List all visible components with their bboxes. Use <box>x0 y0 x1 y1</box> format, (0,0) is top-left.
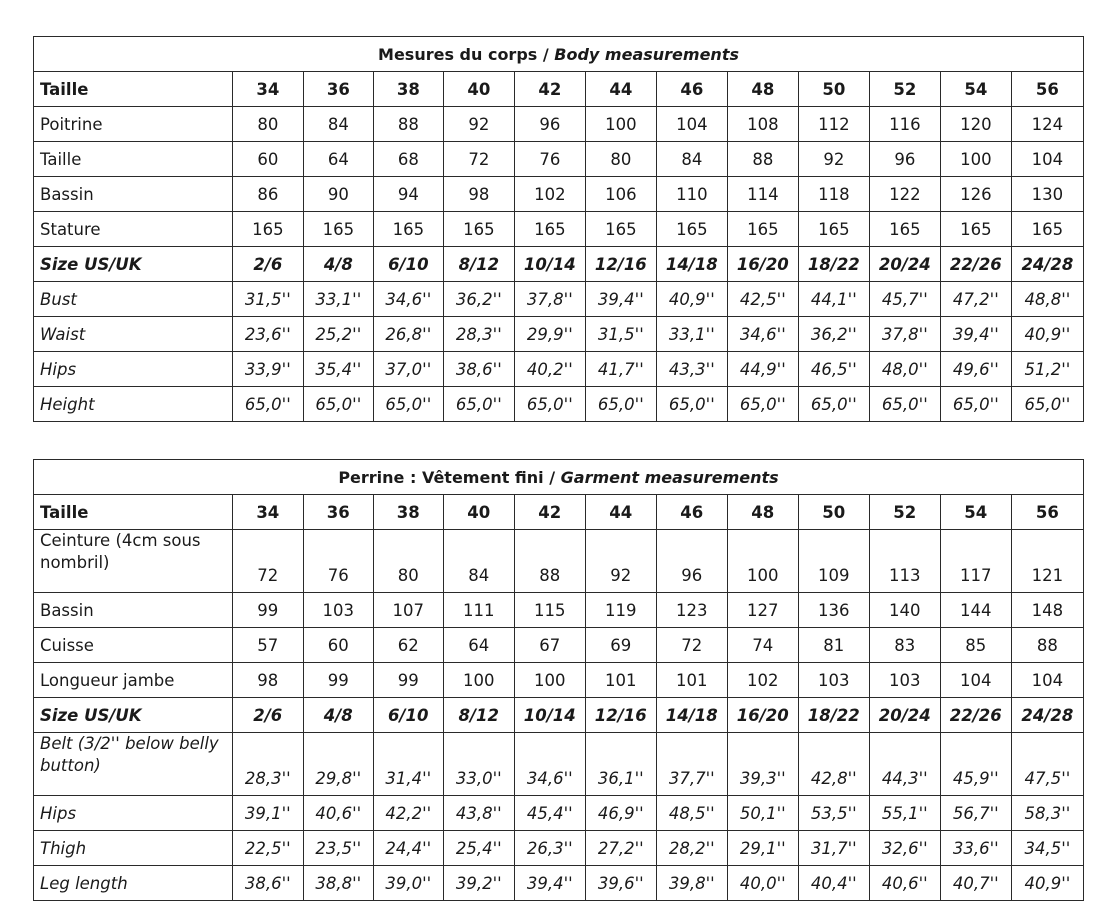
table-cell: 34,6'' <box>373 282 443 317</box>
table-cell: 60 <box>303 628 373 663</box>
row-label: Bassin <box>34 177 233 212</box>
row-label: Cuisse <box>34 628 233 663</box>
table-cell: 24,4'' <box>373 831 443 866</box>
table-cell: 45,9'' <box>940 733 1011 796</box>
table-row <box>34 177 1084 212</box>
size-header-cell: 56 <box>1011 72 1083 107</box>
table-cell: 51,2'' <box>1011 352 1083 387</box>
table-cell: 37,0'' <box>373 352 443 387</box>
table-cell: 80 <box>232 107 303 142</box>
row-label: Thigh <box>34 831 233 866</box>
table-cell: 99 <box>373 663 443 698</box>
table-row <box>34 142 1084 177</box>
table-cell: 33,6'' <box>940 831 1011 866</box>
table-cell: 118 <box>798 177 869 212</box>
table-cell: 103 <box>798 663 869 698</box>
size-header-cell: 18/22 <box>798 698 869 733</box>
table-cell: 33,1'' <box>303 282 373 317</box>
table-cell: 144 <box>940 593 1011 628</box>
table-cell: 130 <box>1011 177 1083 212</box>
size-header-cell: 46 <box>656 72 727 107</box>
size-header-cell: 10/14 <box>514 698 585 733</box>
table-cell: 43,8'' <box>443 796 514 831</box>
table-cell: 72 <box>443 142 514 177</box>
row-label: Size US/UK <box>34 247 233 282</box>
table-cell: 39,8'' <box>656 866 727 901</box>
table-cell: 165 <box>656 212 727 247</box>
table-cell: 123 <box>656 593 727 628</box>
table-cell: 64 <box>303 142 373 177</box>
table-cell: 39,4'' <box>585 282 656 317</box>
table-cell: 96 <box>656 530 727 593</box>
table-cell: 103 <box>869 663 940 698</box>
table-cell: 101 <box>585 663 656 698</box>
table-cell: 48,5'' <box>656 796 727 831</box>
table-row <box>34 663 1084 698</box>
table-cell: 34,5'' <box>1011 831 1083 866</box>
table-cell: 53,5'' <box>798 796 869 831</box>
table-cell: 127 <box>727 593 798 628</box>
table-cell: 33,0'' <box>443 733 514 796</box>
table-cell: 69 <box>585 628 656 663</box>
size-header-cell: 12/16 <box>585 698 656 733</box>
table-cell: 56,7'' <box>940 796 1011 831</box>
table-row <box>34 317 1084 352</box>
size-header-cell: 24/28 <box>1011 247 1083 282</box>
table-row <box>34 352 1084 387</box>
table-cell: 40,2'' <box>514 352 585 387</box>
body-measurements-table <box>33 36 1084 422</box>
table-cell: 88 <box>373 107 443 142</box>
title-english: Body measurements <box>554 44 739 64</box>
table-cell: 36,2'' <box>798 317 869 352</box>
table-row <box>34 831 1084 866</box>
table-cell: 67 <box>514 628 585 663</box>
title-english: Garment measurements <box>560 467 779 487</box>
table-cell: 99 <box>232 593 303 628</box>
size-header-cell: 16/20 <box>727 698 798 733</box>
table-cell: 25,2'' <box>303 317 373 352</box>
table-cell: 165 <box>940 212 1011 247</box>
table-cell: 40,7'' <box>940 866 1011 901</box>
table-cell: 120 <box>940 107 1011 142</box>
table-cell: 84 <box>303 107 373 142</box>
table-cell: 83 <box>869 628 940 663</box>
table-cell: 62 <box>373 628 443 663</box>
size-header-cell: 40 <box>443 495 514 530</box>
table-cell: 106 <box>585 177 656 212</box>
table-cell: 26,8'' <box>373 317 443 352</box>
table-cell: 119 <box>585 593 656 628</box>
table-cell: 117 <box>940 530 1011 593</box>
table-cell: 109 <box>798 530 869 593</box>
size-header-cell: 6/10 <box>373 698 443 733</box>
size-header-cell: 50 <box>798 495 869 530</box>
table-title <box>34 37 1084 72</box>
table-cell: 32,6'' <box>869 831 940 866</box>
table-cell: 88 <box>1011 628 1083 663</box>
table-cell: 23,5'' <box>303 831 373 866</box>
size-header-cell: 22/26 <box>940 698 1011 733</box>
size-header-cell: 18/22 <box>798 247 869 282</box>
table-cell: 92 <box>585 530 656 593</box>
table-cell: 92 <box>798 142 869 177</box>
table-cell: 65,0'' <box>232 387 303 422</box>
size-header-cell: 36 <box>303 72 373 107</box>
row-label: Hips <box>34 796 233 831</box>
table-cell: 98 <box>443 177 514 212</box>
size-header-cell: 34 <box>232 72 303 107</box>
table-cell: 76 <box>303 530 373 593</box>
row-label: Waist <box>34 317 233 352</box>
table-title-row <box>34 37 1084 72</box>
table-cell: 74 <box>727 628 798 663</box>
table-cell: 39,3'' <box>727 733 798 796</box>
table-cell: 39,4'' <box>940 317 1011 352</box>
table-cell: 29,8'' <box>303 733 373 796</box>
table-cell: 35,4'' <box>303 352 373 387</box>
table-cell: 38,6'' <box>443 352 514 387</box>
table-cell: 88 <box>514 530 585 593</box>
table-cell: 40,6'' <box>303 796 373 831</box>
table-cell: 113 <box>869 530 940 593</box>
table-cell: 26,3'' <box>514 831 585 866</box>
table-cell: 31,4'' <box>373 733 443 796</box>
table-cell: 65,0'' <box>585 387 656 422</box>
table-cell: 36,2'' <box>443 282 514 317</box>
table-cell: 40,4'' <box>798 866 869 901</box>
size-header-cell: 42 <box>514 72 585 107</box>
table-cell: 100 <box>514 663 585 698</box>
table-cell: 65,0'' <box>727 387 798 422</box>
table-cell: 28,2'' <box>656 831 727 866</box>
row-label: Taille <box>34 72 233 107</box>
table-cell: 104 <box>656 107 727 142</box>
table-cell: 100 <box>727 530 798 593</box>
size-header-cell: 8/12 <box>443 247 514 282</box>
table-cell: 39,6'' <box>585 866 656 901</box>
table-cell: 165 <box>443 212 514 247</box>
table-cell: 103 <box>303 593 373 628</box>
table-cell: 116 <box>869 107 940 142</box>
table-row <box>34 733 1084 796</box>
us-size-header-row <box>34 247 1084 282</box>
size-header-row <box>34 72 1084 107</box>
table-cell: 65,0'' <box>656 387 727 422</box>
table-cell: 80 <box>373 530 443 593</box>
table-cell: 112 <box>798 107 869 142</box>
table-cell: 85 <box>940 628 1011 663</box>
table-cell: 148 <box>1011 593 1083 628</box>
table-cell: 126 <box>940 177 1011 212</box>
table-cell: 36,1'' <box>585 733 656 796</box>
table-cell: 23,6'' <box>232 317 303 352</box>
table-cell: 140 <box>869 593 940 628</box>
table-cell: 45,7'' <box>869 282 940 317</box>
table-cell: 31,5'' <box>585 317 656 352</box>
size-header-cell: 38 <box>373 495 443 530</box>
size-header-row <box>34 495 1084 530</box>
size-header-cell: 2/6 <box>232 247 303 282</box>
table-cell: 86 <box>232 177 303 212</box>
table-cell: 84 <box>656 142 727 177</box>
table-cell: 65,0'' <box>514 387 585 422</box>
table-cell: 28,3'' <box>232 733 303 796</box>
table-title <box>34 460 1084 495</box>
table-cell: 65,0'' <box>869 387 940 422</box>
size-header-cell: 4/8 <box>303 698 373 733</box>
table-cell: 38,6'' <box>232 866 303 901</box>
us-size-header-row <box>34 698 1084 733</box>
table-cell: 29,9'' <box>514 317 585 352</box>
table-cell: 40,6'' <box>869 866 940 901</box>
row-label: Height <box>34 387 233 422</box>
table-cell: 22,5'' <box>232 831 303 866</box>
table-cell: 58,3'' <box>1011 796 1083 831</box>
size-header-cell: 52 <box>869 72 940 107</box>
table-cell: 124 <box>1011 107 1083 142</box>
size-header-cell: 40 <box>443 72 514 107</box>
table-cell: 29,1'' <box>727 831 798 866</box>
size-header-cell: 22/26 <box>940 247 1011 282</box>
table-cell: 44,3'' <box>869 733 940 796</box>
table-row <box>34 107 1084 142</box>
row-label: Stature <box>34 212 233 247</box>
table-cell: 114 <box>727 177 798 212</box>
table-cell: 94 <box>373 177 443 212</box>
table-cell: 104 <box>1011 142 1083 177</box>
table-cell: 28,3'' <box>443 317 514 352</box>
table-cell: 31,5'' <box>232 282 303 317</box>
table-cell: 107 <box>373 593 443 628</box>
table-cell: 49,6'' <box>940 352 1011 387</box>
size-header-cell: 56 <box>1011 495 1083 530</box>
table-row <box>34 796 1084 831</box>
table-cell: 37,8'' <box>869 317 940 352</box>
table-cell: 96 <box>514 107 585 142</box>
table-cell: 34,6'' <box>727 317 798 352</box>
size-header-cell: 34 <box>232 495 303 530</box>
size-header-cell: 14/18 <box>656 247 727 282</box>
row-label: Hips <box>34 352 233 387</box>
table-cell: 122 <box>869 177 940 212</box>
table-cell: 84 <box>443 530 514 593</box>
table-cell: 102 <box>514 177 585 212</box>
table-row <box>34 282 1084 317</box>
table-cell: 165 <box>514 212 585 247</box>
table-cell: 81 <box>798 628 869 663</box>
size-header-cell: 48 <box>727 72 798 107</box>
table-row <box>34 866 1084 901</box>
table-cell: 33,1'' <box>656 317 727 352</box>
table-cell: 40,9'' <box>656 282 727 317</box>
size-header-cell: 44 <box>585 72 656 107</box>
table-cell: 165 <box>373 212 443 247</box>
size-header-cell: 12/16 <box>585 247 656 282</box>
size-header-cell: 16/20 <box>727 247 798 282</box>
table-cell: 102 <box>727 663 798 698</box>
row-label: Poitrine <box>34 107 233 142</box>
size-header-cell: 10/14 <box>514 247 585 282</box>
table-row <box>34 593 1084 628</box>
table-cell: 42,5'' <box>727 282 798 317</box>
size-header-cell: 42 <box>514 495 585 530</box>
size-header-cell: 20/24 <box>869 698 940 733</box>
table-cell: 47,5'' <box>1011 733 1083 796</box>
table-cell: 46,5'' <box>798 352 869 387</box>
table-cell: 38,8'' <box>303 866 373 901</box>
table-cell: 165 <box>585 212 656 247</box>
table-cell: 39,1'' <box>232 796 303 831</box>
table-cell: 136 <box>798 593 869 628</box>
table-cell: 88 <box>727 142 798 177</box>
table-cell: 31,7'' <box>798 831 869 866</box>
table-cell: 48,8'' <box>1011 282 1083 317</box>
row-label: Leg length <box>34 866 233 901</box>
table-cell: 42,2'' <box>373 796 443 831</box>
table-cell: 37,8'' <box>514 282 585 317</box>
table-cell: 115 <box>514 593 585 628</box>
table-cell: 104 <box>940 663 1011 698</box>
table-cell: 39,2'' <box>443 866 514 901</box>
table-cell: 41,7'' <box>585 352 656 387</box>
table-cell: 165 <box>303 212 373 247</box>
table-cell: 34,6'' <box>514 733 585 796</box>
table-cell: 65,0'' <box>373 387 443 422</box>
size-header-cell: 38 <box>373 72 443 107</box>
table-cell: 108 <box>727 107 798 142</box>
row-label: Belt (3/2'' below belly button) <box>34 733 233 796</box>
table-cell: 104 <box>1011 663 1083 698</box>
table-row <box>34 628 1084 663</box>
row-label: Bust <box>34 282 233 317</box>
table-cell: 100 <box>940 142 1011 177</box>
table-cell: 165 <box>798 212 869 247</box>
table-cell: 46,9'' <box>585 796 656 831</box>
table-cell: 72 <box>232 530 303 593</box>
table-cell: 165 <box>232 212 303 247</box>
table-cell: 45,4'' <box>514 796 585 831</box>
size-header-cell: 4/8 <box>303 247 373 282</box>
size-header-cell: 46 <box>656 495 727 530</box>
table-cell: 110 <box>656 177 727 212</box>
table-title-row <box>34 460 1084 495</box>
table-cell: 39,4'' <box>514 866 585 901</box>
table-cell: 65,0'' <box>303 387 373 422</box>
size-header-cell: 36 <box>303 495 373 530</box>
table-cell: 65,0'' <box>940 387 1011 422</box>
table-cell: 90 <box>303 177 373 212</box>
table-cell: 44,1'' <box>798 282 869 317</box>
table-cell: 64 <box>443 628 514 663</box>
table-cell: 100 <box>585 107 656 142</box>
table-cell: 111 <box>443 593 514 628</box>
table-cell: 100 <box>443 663 514 698</box>
table-cell: 33,9'' <box>232 352 303 387</box>
size-header-cell: 44 <box>585 495 656 530</box>
size-header-cell: 50 <box>798 72 869 107</box>
table-row <box>34 212 1084 247</box>
row-label: Longueur jambe <box>34 663 233 698</box>
size-header-cell: 48 <box>727 495 798 530</box>
row-label: Bassin <box>34 593 233 628</box>
table-cell: 57 <box>232 628 303 663</box>
size-header-cell: 6/10 <box>373 247 443 282</box>
size-header-cell: 2/6 <box>232 698 303 733</box>
table-cell: 65,0'' <box>798 387 869 422</box>
size-header-cell: 54 <box>940 495 1011 530</box>
size-header-cell: 52 <box>869 495 940 530</box>
table-cell: 44,9'' <box>727 352 798 387</box>
table-cell: 72 <box>656 628 727 663</box>
table-cell: 98 <box>232 663 303 698</box>
table-row <box>34 530 1084 593</box>
row-label: Taille <box>34 142 233 177</box>
table-cell: 40,0'' <box>727 866 798 901</box>
table-cell: 65,0'' <box>443 387 514 422</box>
table-cell: 39,0'' <box>373 866 443 901</box>
garment-measurements-table <box>33 459 1084 901</box>
table-cell: 55,1'' <box>869 796 940 831</box>
size-header-cell: 14/18 <box>656 698 727 733</box>
table-cell: 165 <box>1011 212 1083 247</box>
table-cell: 165 <box>869 212 940 247</box>
table-cell: 47,2'' <box>940 282 1011 317</box>
size-header-cell: 8/12 <box>443 698 514 733</box>
size-header-cell: 54 <box>940 72 1011 107</box>
table-cell: 40,9'' <box>1011 317 1083 352</box>
table-cell: 92 <box>443 107 514 142</box>
table-cell: 43,3'' <box>656 352 727 387</box>
table-cell: 25,4'' <box>443 831 514 866</box>
table-row <box>34 387 1084 422</box>
table-cell: 42,8'' <box>798 733 869 796</box>
table-cell: 99 <box>303 663 373 698</box>
row-label: Size US/UK <box>34 698 233 733</box>
row-label: Taille <box>34 495 233 530</box>
table-cell: 76 <box>514 142 585 177</box>
title-french: Perrine : Vêtement fini / <box>338 467 561 487</box>
table-cell: 48,0'' <box>869 352 940 387</box>
table-cell: 96 <box>869 142 940 177</box>
table-cell: 121 <box>1011 530 1083 593</box>
table-cell: 40,9'' <box>1011 866 1083 901</box>
size-header-cell: 20/24 <box>869 247 940 282</box>
table-cell: 101 <box>656 663 727 698</box>
row-label: Ceinture (4cm sous nombril) <box>34 530 233 593</box>
table-cell: 37,7'' <box>656 733 727 796</box>
table-cell: 60 <box>232 142 303 177</box>
table-cell: 50,1'' <box>727 796 798 831</box>
table-cell: 27,2'' <box>585 831 656 866</box>
table-cell: 65,0'' <box>1011 387 1083 422</box>
table-cell: 68 <box>373 142 443 177</box>
title-french: Mesures du corps / <box>378 44 555 64</box>
table-cell: 80 <box>585 142 656 177</box>
table-cell: 165 <box>727 212 798 247</box>
size-header-cell: 24/28 <box>1011 698 1083 733</box>
